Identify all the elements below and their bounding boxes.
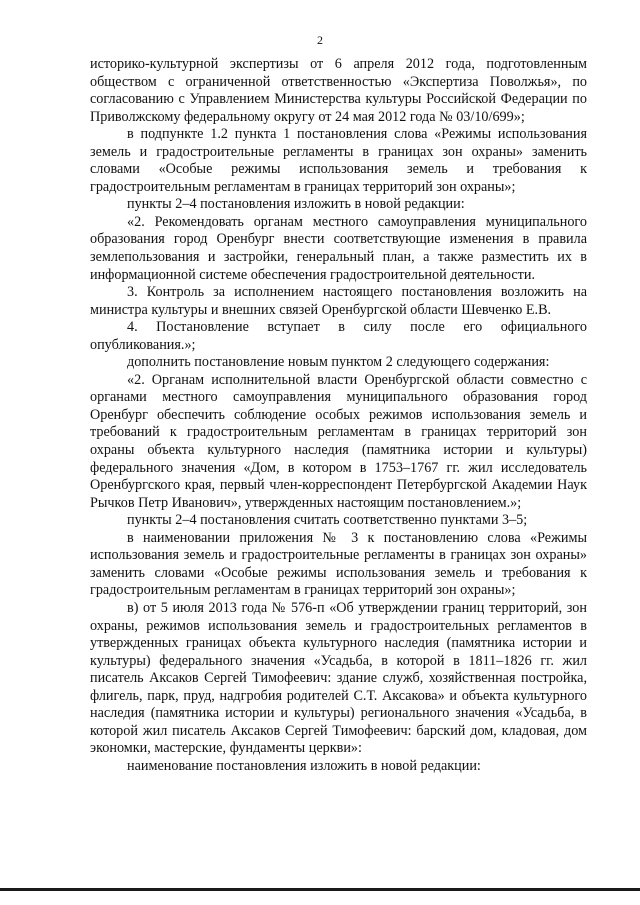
paragraph-point-3-control: 3. Контроль за исполнением настоящего постановления возложить на министра культуры и внешних связей Оренбургской области Шевченко Е.В.	[90, 284, 587, 318]
paragraph-expertise-continuation: историко-культурной экспертизы от 6 апреля 2012 года, подготовленным обществом с ограниченной ответственностью «Экспертиза Поволжья», по согласованию с Управлением Министерства культуры Российской Федерации по Приволжскому федеральному округу от 24 мая 2012 года № 03/10/699»;	[90, 56, 587, 125]
document-body	[90, 56, 587, 775]
paragraph-renumber: пункты 2–4 постановления считать соответственно пунктами 3–5;	[127, 512, 528, 529]
paragraph-add-point-2: дополнить постановление новым пунктом 2 следующего содержания:	[127, 354, 550, 371]
bottom-divider	[0, 888, 640, 891]
paragraph-point-2-recommend: «2. Рекомендовать органам местного самоуправления муниципального образования город Оренбург внести соответствующие изменения в правила землепользования и застройки, генеральный план, а также разместить их в информационной системе обеспечения градостроительной деятельности.	[90, 213, 587, 283]
paragraph-appendix-3: в наименовании приложения № 3 к постановлению слова «Режимы использования земель и градостроительные регламенты в границах зон охраны» заменить словами «Особые режимы использования земель и требования к градостроительным регламентам в границах территорий зон охраны»;	[90, 529, 587, 599]
paragraph-new-point-2: «2. Органам исполнительной власти Оренбургской области совместно с органами местного самоуправления муниципального образования город Оренбург обеспечить соблюдение особых режимов использования земель и требований к градостроительным регламентам в границах территорий зон охраны объекта культурного наследия (памятника истории и культуры) федерального значения «Дом, в котором в 1753–1767 гг. жил исследователь Оренбургского края, первый член-корреспондент Петербургской Академии Наук Рычков Петр Иванович», утвержденных настоящим постановлением.»;	[90, 371, 587, 511]
page-number: 2	[317, 33, 323, 47]
paragraph-title-new-edition: наименование постановления изложить в новой редакции:	[127, 757, 481, 774]
paragraph-resolution-576: в) от 5 июля 2013 года № 576-п «Об утверждении границ территорий, зон охраны, режимов использования земель и градостроительных регламентов в утвержденных границах объекта культурного наследия (памятника истории и культуры) федерального значения «Усадьба, в которой в 1811–1826 гг. жил писатель Аксаков Сергей Тимофеевич: здание служб, хозяйственная постройка, флигель, парк, пруд, надгробия родителей С.Т. Аксакова» и объекта культурного наследия (памятника истории и культуры) регионального значения «Усадьба, в которой жил писатель Аксаков Сергей Тимофеевич: барский дом, кладовая, дом экономки, мастерские, фундаменты церкви»:	[90, 599, 587, 757]
paragraph-points-2-4-intro: пункты 2–4 постановления изложить в новой редакции:	[127, 196, 465, 213]
paragraph-subpoint-1-2: в подпункте 1.2 пункта 1 постановления слова «Режимы использования земель и градостроительные регламенты в границах зон охраны» заменить словами «Особые режимы использования земель и требования к градостроительным регламентам в границах территорий зон охраны»;	[90, 126, 587, 195]
paragraph-point-4-effect: 4. Постановление вступает в силу после его официального опубликования.»;	[90, 319, 587, 353]
